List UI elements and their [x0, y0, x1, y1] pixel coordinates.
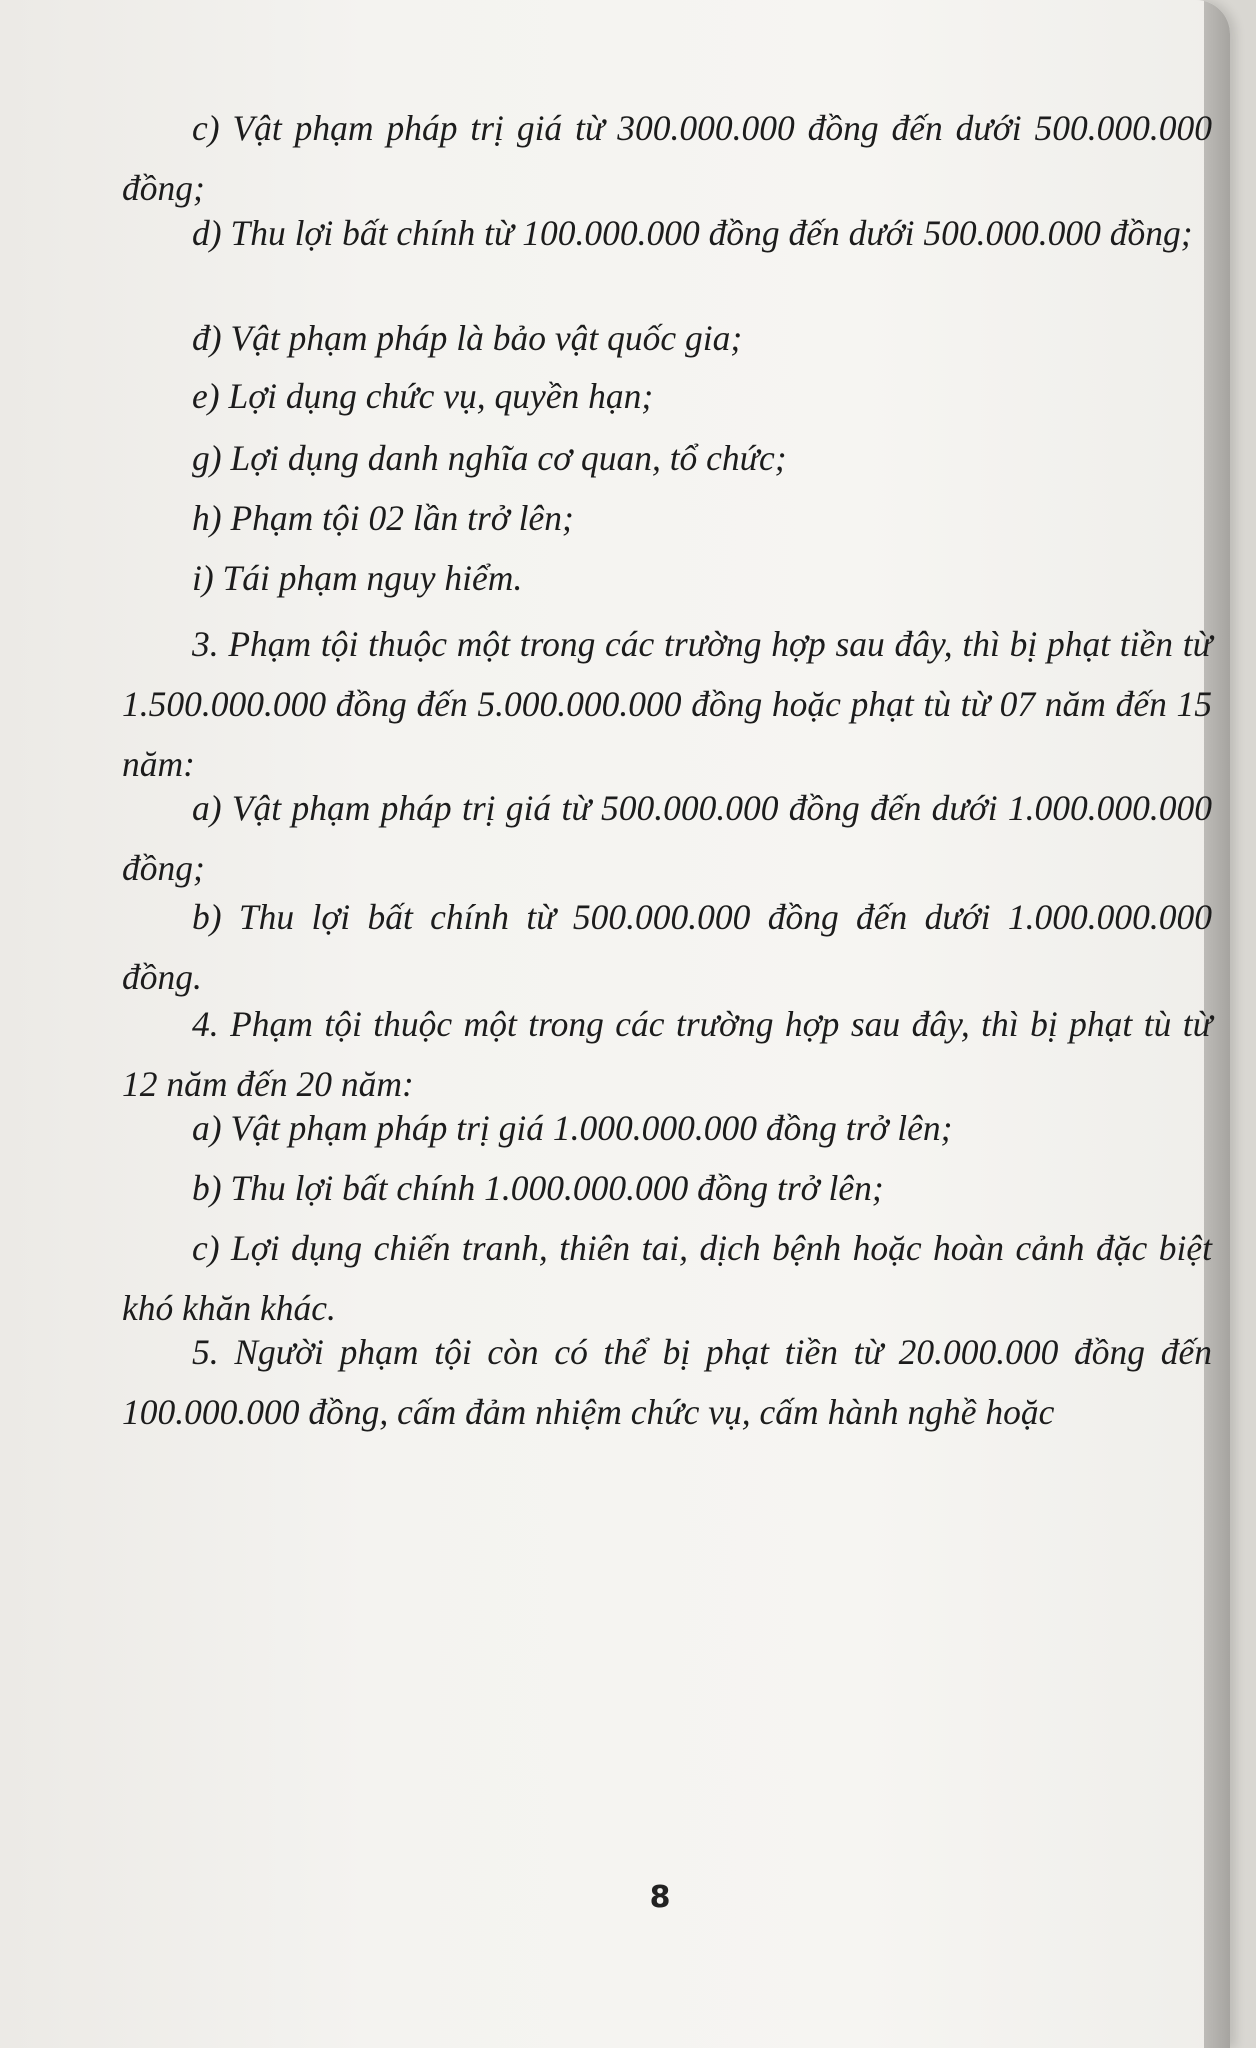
paragraph-clause-5: 5. Người phạm tội còn có thể bị phạt tiền từ 20.000.000 đồng đến 100.000.000 đồng, cấm đảm nhiệm chức vụ, cấm hành nghề hoặc: [122, 1332, 1212, 1432]
paragraph-3b-item: b) Thu lợi bất chính từ 500.000.000 đồng đến dưới 1.000.000.000 đồng.: [122, 897, 1212, 997]
paragraph-dd-item: đ) Vật phạm pháp là bảo vật quốc gia;: [192, 318, 743, 358]
paragraph-g-item: g) Lợi dụng danh nghĩa cơ quan, tổ chức;: [192, 438, 787, 478]
paragraph-c-item: c) Vật phạm pháp trị giá từ 300.000.000 đồng đến dưới 500.000.000 đồng;: [122, 108, 1212, 208]
paragraph-clause-3: 3. Phạm tội thuộc một trong các trường hợp sau đây, thì bị phạt tiền từ 1.500.000.000 đồng đến 5.000.000.000 đồng hoặc phạt tù từ 07 năm đến 15 năm:: [122, 624, 1212, 784]
paragraph-4a-item: a) Vật phạm pháp trị giá 1.000.000.000 đồng trở lên;: [192, 1108, 953, 1148]
page-number: 8: [649, 1880, 671, 1915]
paragraph-4b-item: b) Thu lợi bất chính 1.000.000.000 đồng trở lên;: [192, 1168, 884, 1208]
paragraph-e-item: e) Lợi dụng chức vụ, quyền hạn;: [192, 376, 654, 416]
paragraph-4c-item: c) Lợi dụng chiến tranh, thiên tai, dịch bệnh hoặc hoàn cảnh đặc biệt khó khăn khác.: [122, 1228, 1212, 1328]
paragraph-3a-item: a) Vật phạm pháp trị giá từ 500.000.000 đồng đến dưới 1.000.000.000 đồng;: [122, 788, 1212, 888]
paragraph-h-item: h) Phạm tội 02 lần trở lên;: [192, 498, 574, 538]
paragraph-i-item: i) Tái phạm nguy hiểm.: [192, 558, 523, 598]
paragraph-d-item: d) Thu lợi bất chính từ 100.000.000 đồng đến dưới 500.000.000 đồng;: [192, 213, 1193, 253]
paragraph-clause-4: 4. Phạm tội thuộc một trong các trường hợp sau đây, thì bị phạt tù từ 12 năm đến 20 năm:: [122, 1004, 1212, 1104]
